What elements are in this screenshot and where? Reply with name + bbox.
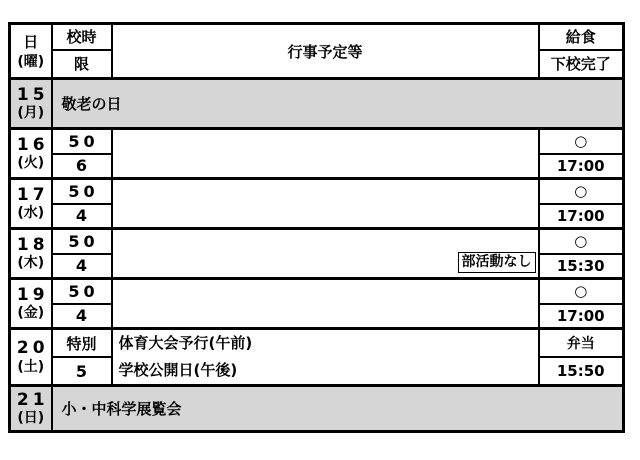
holiday-banner: 小・中科学展覧会 [52,386,624,432]
dismissal-time: 15:30 [539,254,624,279]
dismissal-time: 17:00 [539,204,624,229]
date-cell [10,279,52,329]
lunch-status: ○ [539,179,624,204]
event-cell [112,229,539,279]
row-18 [10,229,624,254]
weekday-label: (金) [17,305,45,322]
period-top-value: 50 [52,229,112,254]
date-cell [10,79,52,129]
date-label: 19 [16,284,49,305]
schedule-table [8,22,625,433]
period-bottom-value: 6 [52,154,112,179]
row-21 [10,386,624,432]
date-cell [10,329,52,386]
period-bottom-value: 4 [52,304,112,329]
header-day-bottom: (曜) [17,53,45,70]
row-16 [10,129,624,154]
period-top-value: 50 [52,279,112,304]
header-events: 行事予定等 [112,24,539,79]
no-club-note: 部活動なし [458,252,536,273]
event-cell [112,279,539,329]
header-lunch: 給食 [539,24,624,50]
header-day [10,24,52,79]
weekday-label: (火) [17,155,45,172]
event-cell [112,179,539,229]
lunch-status: ○ [539,129,624,154]
lunch-status: 弁当 [539,329,624,358]
event-line-2: 学校公開日(午後) [118,361,238,379]
weekday-label: (水) [17,205,45,222]
date-label: 17 [16,184,49,205]
dismissal-time: 15:50 [539,357,624,386]
lunch-status: ○ [539,229,624,254]
period-top-value: 特別 [52,329,112,358]
row-17 [10,179,624,204]
date-cell [10,229,52,279]
period-bottom-value: 4 [52,254,112,279]
weekday-label: (土) [17,358,45,375]
date-cell [10,179,52,229]
event-line-1: 体育大会予行(午前) [118,334,253,352]
date-label: 20 [16,338,49,359]
event-cell [112,129,539,179]
event-cell [112,329,539,386]
date-label: 18 [16,234,49,255]
weekday-label: (日) [17,410,45,427]
header-dismissal: 下校完了 [539,50,624,79]
date-cell [10,386,52,432]
period-bottom-value: 5 [52,357,112,386]
period-top-value: 50 [52,179,112,204]
header-period-top: 校時 [52,24,112,50]
dismissal-time: 17:00 [539,304,624,329]
row-20 [10,329,624,358]
date-label: 21 [16,389,49,410]
header-day-top: 日 [23,32,39,51]
weekday-label: (月) [17,105,45,122]
row-15 [10,79,624,129]
date-label: 16 [16,134,49,155]
weekday-label: (木) [17,255,45,272]
header-period-bottom: 限 [52,50,112,79]
period-top-value: 50 [52,129,112,154]
lunch-status: ○ [539,279,624,304]
dismissal-time: 17:00 [539,154,624,179]
period-bottom-value: 4 [52,204,112,229]
row-19 [10,279,624,304]
date-label: 15 [16,84,49,105]
date-cell [10,129,52,179]
holiday-banner: 敬老の日 [52,79,624,129]
